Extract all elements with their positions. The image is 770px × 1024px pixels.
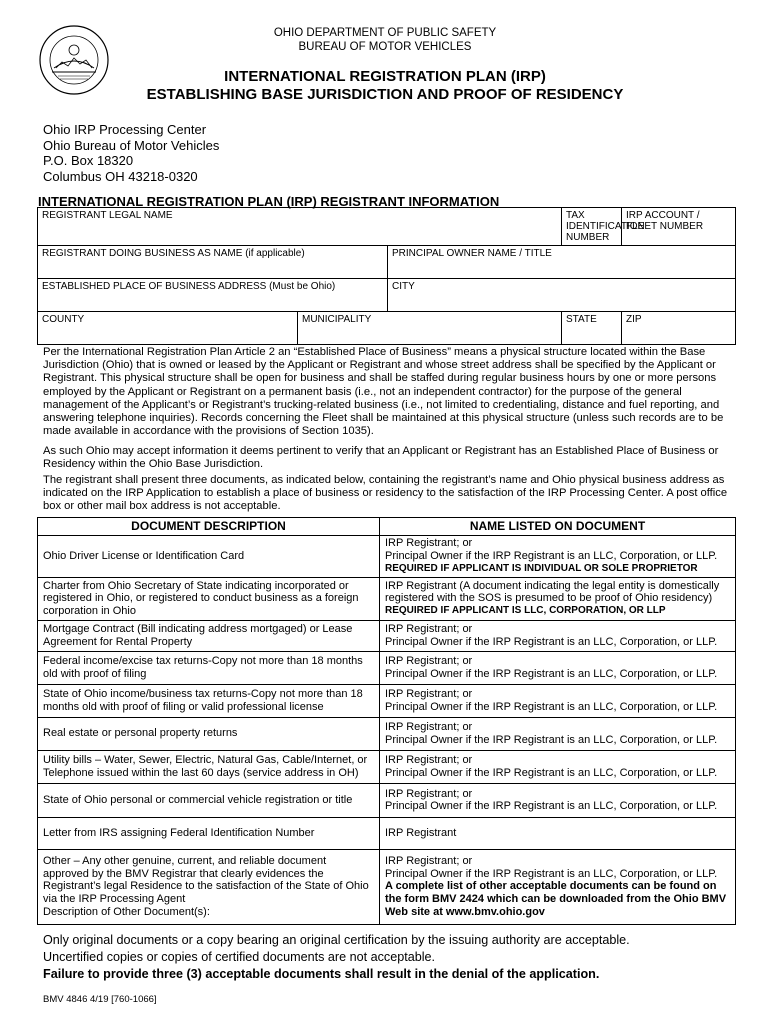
name-listed-line: IRP Registrant; or bbox=[385, 655, 473, 667]
municipality-label: MUNICIPALITY bbox=[302, 314, 372, 325]
registrant-section-heading: INTERNATIONAL REGISTRATION PLAN (IRP) REGISTRANT INFORMATION bbox=[38, 194, 500, 209]
other-desc-line: Registrant’s legal Residence to the satisfaction of the State of Ohio bbox=[43, 880, 369, 893]
zip-label: ZIP bbox=[626, 314, 642, 325]
title-line-1: INTERNATIONAL REGISTRATION PLAN (IRP) bbox=[224, 68, 546, 85]
paragraph-definition: Per the International Registration Plan Article 2 an “Established Place of Business” means a physical structure located within the Base Jurisdiction (Ohio) that is owned or leased by the Applicant or Registrant and whose street address shall be specified by the Applicant or Registrant. This physical structure shall be open for business and shall be staffed during regular business hours by one or more persons employed by the Applicant or Registrant on a permanent basis (i.e., not an independent contractor) for the purpose of the general management of the Applicant’s or Registrant’s trucking-related business (i.e., not limited to credentialing, distance and fuel reporting, and answering telephone inquiries). Records concerning the Fleet shall be maintained at this physical structure (unless such records are to be made available in accordance with the provisions of Section 1035). bbox=[43, 346, 724, 438]
name-listed bbox=[380, 750, 736, 783]
name-listed-line: Principal Owner if the IRP Registrant is an LLC, Corporation, or LLP. bbox=[385, 867, 718, 880]
name-listed-line: IRP Registrant; or bbox=[385, 787, 473, 800]
doc-description: Real estate or personal property returns bbox=[38, 717, 380, 750]
notice-original-documents: Only original documents or a copy bearing an original certification by the issuing authority are acceptable. bbox=[43, 933, 630, 947]
tax-id-label: TAX IDENTIFICATION NUMBER bbox=[566, 210, 645, 243]
paragraph-three-documents: The registrant shall present three documents, as indicated below, containing the registrant’s name and Ohio physical business address as indicated on the IRP Application to establish a place of business or residency to the satisfaction of the IRP Processing Center. A post office box or other mail box address is not acceptable. bbox=[43, 474, 728, 513]
account-label: IRP ACCOUNT / FLEET NUMBER bbox=[626, 210, 704, 232]
name-listed-line: IRP Registrant; or bbox=[385, 754, 473, 766]
table-row bbox=[38, 684, 736, 717]
address-line-1: Ohio IRP Processing Center bbox=[43, 122, 207, 137]
table-row bbox=[38, 620, 736, 651]
name-listed-line: Principal Owner if the IRP Registrant is an LLC, Corporation, or LLP. bbox=[385, 635, 718, 648]
name-listed-line: IRP Registrant bbox=[385, 826, 457, 839]
name-listed-line: Principal Owner if the IRP Registrant is an LLC, Corporation, or LLP. bbox=[385, 766, 718, 779]
other-documents-note: A complete list of other acceptable documents can be found on the form BMV 2424 which can be downloaded from the Ohio BMV Web site at www.bmv.ohio.gov bbox=[385, 880, 727, 918]
requirement-note: REQUIRED IF APPLICANT IS LLC, CORPORATION, OR LLP bbox=[385, 605, 666, 617]
doc-description bbox=[38, 849, 380, 924]
title-line-2: ESTABLISHING BASE JURISDICTION AND PROOF OF RESIDENCY bbox=[146, 86, 624, 103]
table-row bbox=[38, 783, 736, 817]
name-listed-line: IRP Registrant; or bbox=[385, 854, 473, 867]
table-row bbox=[38, 750, 736, 783]
doc-description: Charter from Ohio Secretary of State indicating incorporated or registered in Ohio, or registered to conduct business as a foreign corporation in Ohio bbox=[38, 577, 380, 620]
name-listed-line: IRP Registrant; or bbox=[385, 537, 473, 550]
name-listed bbox=[380, 651, 736, 684]
notice-uncertified-copies: Uncertified copies or copies of certified documents are not acceptable. bbox=[43, 950, 436, 964]
name-listed-line: Principal Owner if the IRP Registrant is an LLC, Corporation, or LLP. bbox=[385, 800, 718, 813]
name-listed-header: NAME LISTED ON DOCUMENT bbox=[380, 518, 736, 536]
name-listed bbox=[380, 849, 736, 924]
legal-name-field[interactable] bbox=[38, 208, 562, 246]
mailing-address bbox=[43, 122, 219, 184]
requirement-note: REQUIRED IF APPLICANT IS INDIVIDUAL OR SOLE PROPRIETOR bbox=[385, 562, 698, 574]
state-field[interactable] bbox=[562, 312, 622, 345]
doc-description: Federal income/excise tax returns-Copy not more than 18 months old with proof of filing bbox=[38, 651, 380, 684]
address-line-4: Columbus OH 43218-0320 bbox=[43, 168, 198, 184]
doc-description: Mortgage Contract (Bill indicating address mortgaged) or Lease Agreement for Rental Property bbox=[38, 620, 380, 651]
name-listed bbox=[380, 577, 736, 620]
legal-name-label: REGISTRANT LEGAL NAME bbox=[42, 210, 173, 221]
name-listed-line: Principal Owner if the IRP Registrant is an LLC, Corporation, or LLP. bbox=[385, 733, 718, 746]
name-listed-line: Principal Owner if the IRP Registrant is an LLC, Corporation, or LLP. bbox=[385, 700, 718, 713]
name-listed bbox=[380, 817, 736, 849]
address-line-2: Ohio Bureau of Motor Vehicles bbox=[43, 137, 220, 153]
name-listed-line: IRP Registrant; or bbox=[385, 721, 473, 733]
principal-owner-field[interactable] bbox=[388, 246, 736, 279]
table-row bbox=[38, 717, 736, 750]
agency-line-2: BUREAU OF MOTOR VEHICLES bbox=[298, 41, 472, 53]
name-listed bbox=[380, 717, 736, 750]
name-listed bbox=[380, 535, 736, 577]
name-listed-line: IRP Registrant (A document indicating the legal entity is domestically registered with the SOS is presumed to be proof of Ohio residency) bbox=[385, 579, 720, 605]
doc-description: Ohio Driver License or Identification Card bbox=[38, 535, 380, 577]
doc-description-header: DOCUMENT DESCRIPTION bbox=[38, 518, 380, 536]
city-label: CITY bbox=[392, 281, 415, 292]
table-row bbox=[38, 817, 736, 849]
dba-label: REGISTRANT DOING BUSINESS AS NAME (if applicable) bbox=[42, 248, 305, 259]
county-label: COUNTY bbox=[42, 314, 85, 325]
tax-id-field[interactable] bbox=[562, 208, 645, 246]
zip-field[interactable] bbox=[622, 312, 736, 345]
other-desc-line: Other – Any other genuine, current, and reliable document bbox=[43, 854, 327, 867]
table-row bbox=[38, 577, 736, 620]
municipality-field[interactable] bbox=[298, 312, 562, 345]
name-listed bbox=[380, 620, 736, 651]
doc-description: Letter from IRS assigning Federal Identification Number bbox=[38, 817, 380, 849]
form-title bbox=[0, 68, 770, 104]
registrant-info-table bbox=[37, 207, 736, 345]
notice-denial: Failure to provide three (3) acceptable documents shall result in the denial of the application. bbox=[43, 967, 600, 981]
doc-description: Utility bills – Water, Sewer, Electric, Natural Gas, Cable/Internet, or Telephone issued within the last 60 days (service address in OH) bbox=[38, 750, 380, 783]
other-desc-line: via the IRP Processing Agent bbox=[43, 893, 186, 906]
table-row bbox=[38, 535, 736, 577]
agency-line-1: OHIO DEPARTMENT OF PUBLIC SAFETY bbox=[273, 27, 497, 39]
name-listed-line: Principal Owner if the IRP Registrant is an LLC, Corporation, or LLP. bbox=[385, 549, 718, 562]
other-desc-line: approved by the BMV Registrar that clearly evidences the bbox=[43, 867, 324, 880]
name-listed-line: Principal Owner if the IRP Registrant is an LLC, Corporation, or LLP. bbox=[385, 667, 718, 680]
documents-table bbox=[37, 517, 736, 925]
business-address-label: ESTABLISHED PLACE OF BUSINESS ADDRESS (Must be Ohio) bbox=[42, 281, 336, 292]
name-listed bbox=[380, 783, 736, 817]
county-field[interactable] bbox=[38, 312, 298, 345]
account-field[interactable] bbox=[622, 208, 736, 246]
dba-field[interactable] bbox=[38, 246, 388, 279]
paragraph-verification: As such Ohio may accept information it deems pertinent to verify that an Applicant or Registrant has an Established Place of Business or Residency within the Ohio Base Jurisdiction. bbox=[43, 445, 719, 471]
other-documents-field[interactable]: Description of Other Document(s): bbox=[43, 905, 210, 918]
name-listed bbox=[380, 684, 736, 717]
city-field[interactable] bbox=[388, 279, 736, 312]
doc-description: State of Ohio income/business tax returns-Copy not more than 18 months old with proof of filing or valid professional license bbox=[38, 684, 380, 717]
name-listed-line: IRP Registrant; or bbox=[385, 688, 473, 700]
business-address-field[interactable] bbox=[38, 279, 388, 312]
footer-notices bbox=[43, 932, 630, 983]
doc-description: State of Ohio personal or commercial vehicle registration or title bbox=[38, 783, 380, 817]
name-listed-line: IRP Registrant; or bbox=[385, 623, 473, 635]
form-number: BMV 4846 4/19 [760-1066] bbox=[43, 994, 157, 1005]
state-label: STATE bbox=[566, 314, 597, 325]
table-row bbox=[38, 651, 736, 684]
address-line-3: P.O. Box 18320 bbox=[43, 153, 134, 168]
principal-owner-label: PRINCIPAL OWNER NAME / TITLE bbox=[392, 248, 552, 259]
table-row bbox=[38, 849, 736, 924]
agency-header bbox=[0, 26, 770, 54]
